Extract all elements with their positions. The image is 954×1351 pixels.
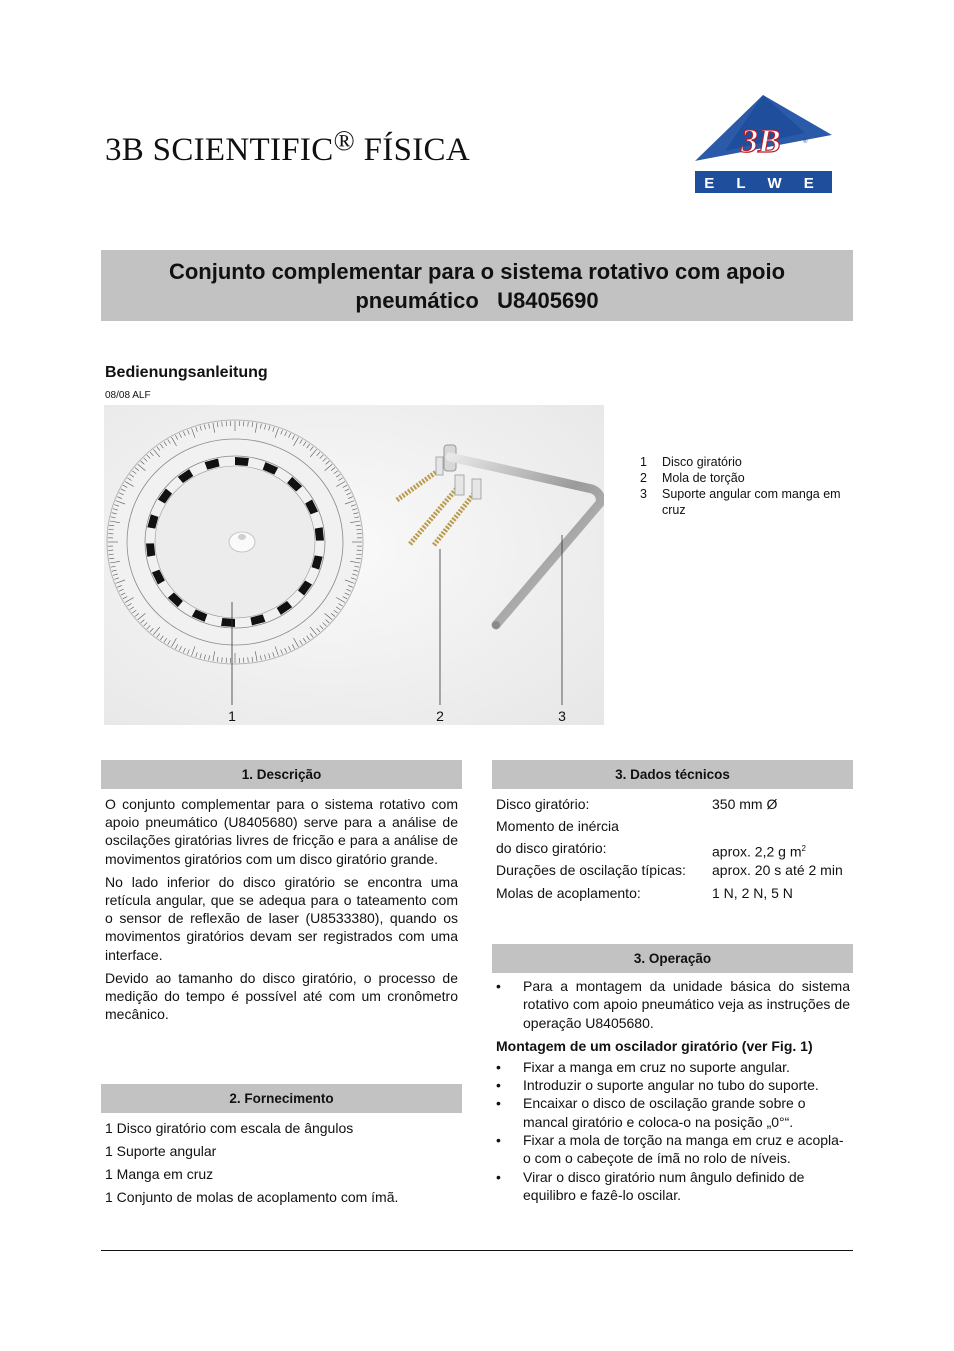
legend-item: 2 Mola de torção bbox=[640, 471, 745, 485]
tech-table bbox=[492, 795, 853, 906]
brand-title bbox=[105, 126, 470, 169]
section-heading: 1. Descrição bbox=[101, 760, 462, 789]
bullet-item: • Encaixar o disco de oscilação grande sobre o mancal giratório e coloca-o na posição „0°“. bbox=[492, 1094, 853, 1131]
svg-text:®: ® bbox=[803, 139, 808, 145]
callout-2: 2 bbox=[436, 708, 444, 724]
table-row: Durações de oscilação típicas: aprox. 20 s até 2 min bbox=[496, 862, 843, 878]
callout-1: 1 bbox=[228, 708, 236, 724]
section-heading: 3. Dados técnicos bbox=[492, 760, 853, 789]
angle-segment bbox=[235, 457, 249, 466]
bullet-item: • Introduzir o suporte angular no tubo do suporte. bbox=[492, 1076, 853, 1094]
brand-name: 3B SCIENTIFIC bbox=[105, 132, 334, 168]
paragraph: No lado inferior do disco giratório se encontra uma retícula angular, que se adequa para o tateamento com o sensor de reflexão de laser (U8533380), quando os movimentos giratórios devam ser registrados com uma interface. bbox=[105, 873, 458, 963]
title-line-2: pneumático U8405690 bbox=[355, 287, 599, 313]
bullet-item: • Para a montagem da unidade básica do sistema rotativo com apoio pneumático veja as instruções de operação U8405680. bbox=[492, 977, 853, 1032]
table-row: Momento de inércia bbox=[496, 818, 619, 834]
document-date: 08/08 ALF bbox=[105, 390, 151, 401]
table-row: Molas de acoplamento: 1 N, 2 N, 5 N bbox=[496, 885, 793, 901]
table-row: Disco giratório: 350 mm Ø bbox=[496, 796, 778, 812]
svg-text:3B: 3B bbox=[741, 123, 781, 160]
angle-segment bbox=[146, 543, 155, 556]
section-dados-tecnicos bbox=[492, 760, 853, 906]
paragraph: Devido ao tamanho do disco giratório, o processo de medição do tempo é possível até com um cronômetro mecânico. bbox=[105, 969, 458, 1023]
rotating-disk bbox=[107, 420, 363, 664]
footer-rule bbox=[101, 1250, 853, 1251]
section-operacao bbox=[492, 944, 853, 1204]
section-heading: 2. Fornecimento bbox=[101, 1084, 462, 1113]
brand-subject: FÍSICA bbox=[363, 132, 470, 168]
list-item: 1 Manga em cruz bbox=[105, 1166, 214, 1182]
3b-elwe-logo bbox=[695, 95, 832, 193]
table-row: do disco giratório: aprox. 2,2 g $m^2$ bbox=[496, 840, 806, 860]
figure-legend bbox=[640, 454, 852, 518]
section-fornecimento bbox=[101, 1084, 462, 1209]
callout-3: 3 bbox=[558, 708, 566, 724]
document-type: Bedienungsanleitung bbox=[105, 364, 268, 381]
legend-item: 1 Disco giratório bbox=[640, 455, 742, 469]
section-heading: 3. Operação bbox=[492, 944, 853, 973]
paragraph: O conjunto complementar para o sistema rotativo com apoio pneumático (U8405680) serve para a análise de oscilações giratórias livres de fricção e para a análise de movimentos giratórios com um disco giratório grande. bbox=[105, 796, 458, 867]
bullet-item: • Virar o disco giratório num ângulo definido de equilibro e fazê-lo oscilar. bbox=[492, 1168, 853, 1205]
bullet-item: • Fixar a mola de torção na manga em cruz e acopla-o com o cabeçote de ímã no rolo de níveis. bbox=[492, 1131, 853, 1168]
title-box bbox=[101, 250, 853, 321]
list-item: 1 Suporte angular bbox=[105, 1143, 217, 1159]
logo-text: E L W E bbox=[704, 175, 823, 192]
subheading: Montagem de um oscilador giratório (ver Fig. 1) bbox=[496, 1037, 813, 1054]
bullet-item: • Fixar a manga em cruz no suporte angular. bbox=[492, 1058, 853, 1076]
angle-segment bbox=[315, 527, 324, 540]
product-figure bbox=[104, 405, 604, 725]
registered-mark: ® bbox=[333, 126, 356, 157]
legend-item: 3 Suporte angular com manga em cruz bbox=[640, 487, 841, 517]
title-line-1: Conjunto complementar para o sistema rotativo com apoio bbox=[168, 258, 786, 284]
section-descricao bbox=[101, 760, 462, 1028]
angle-segment bbox=[221, 618, 235, 627]
list-item: 1 Conjunto de molas de acoplamento com ímã. bbox=[105, 1189, 399, 1205]
list-item: 1 Disco giratório com escala de ângulos bbox=[105, 1120, 354, 1136]
